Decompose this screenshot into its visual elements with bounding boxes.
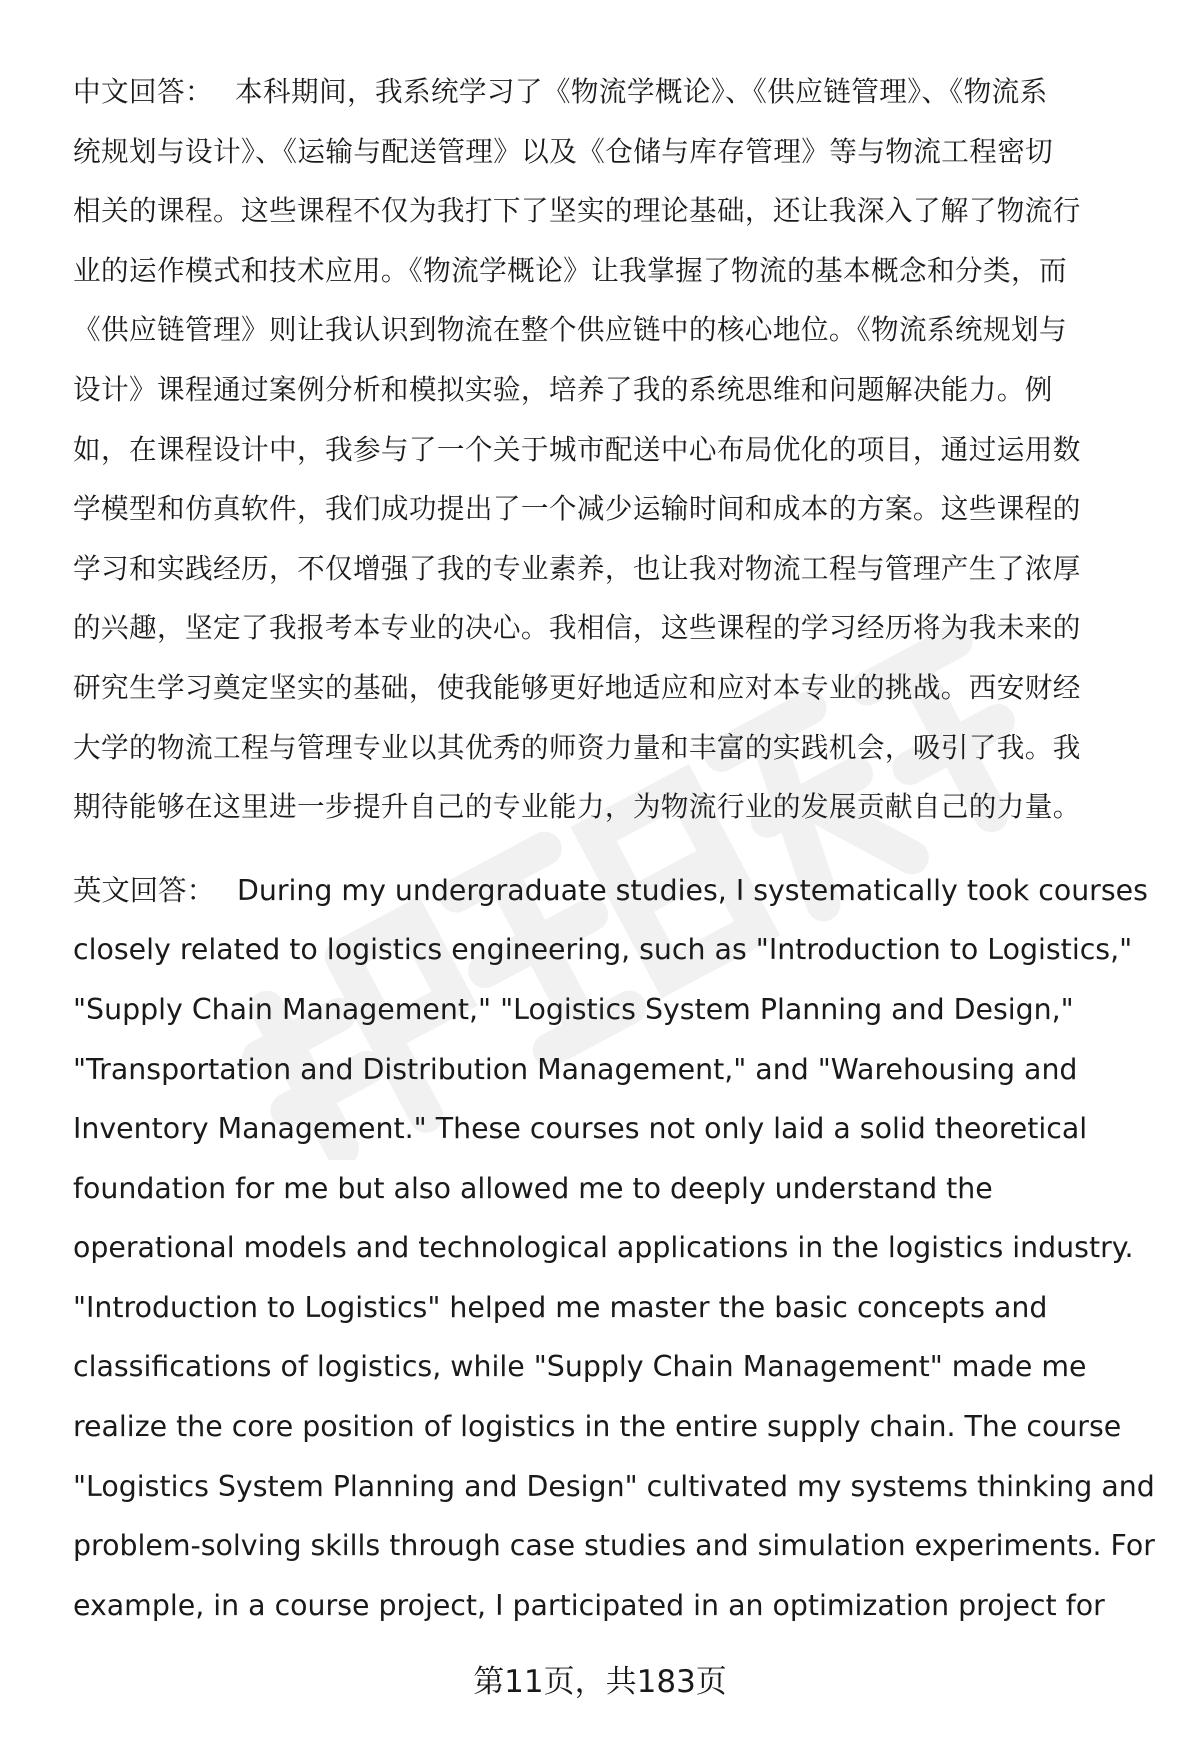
chinese-answer-paragraph <box>73 62 1155 837</box>
english-answer-text: During my undergraduate studies, I systematically took courses closely related to logistics engineering, such as "Introduction to Logistics," "Supply Chain Management," "Logistics System Planning and Design," "Transportation and Distribution Management," and "Warehousing and Inventory Management." These courses not only laid a solid theoretical foundation for me but also allowed me to deeply understand the operational models and technological applications in the logistics industry. "Introduction to Logistics" helped me master the basic concepts and classifications of logistics, while "Supply Chain Management" made me realize the core position of logistics in the entire supply chain. The course "Logistics System Planning and Design" cultivated my systems thinking and problem-solving skills through case studies and simulation experiments. For example, in a course project, I participated in an optimization project for <box>73 873 1155 1622</box>
chinese-answer-text: 本科期间，我系统学习了《物流学概论》、《供应链管理》、《物流系 统规划与设计》、《运输与配送管理》以及《仓储与库存管理》等与物流工程密切 相关的课程。这些课程不仅为我打下了坚实的理论基础，还让我深入了解了物流行 业的运作模式和技术应用。《物流学概论》让我掌握了物流的基本概念和分类，而 《供应链管理》则让我认识到物流在整个供应链中的核心地位。《物流系统规划与 设计》课程通过案例分析和模拟实验，培养了我的系统思维和问题解决能力。例 如，在课程设计中，我参与了一个关于城市配送中心布局优化的项目，通过运用数 学模型和仿真软件，我们成功提出了一个减少运输时间和成本的方案。这些课程的 学习和实践经历，不仅增强了我的专业素养，也让我对物流工程与管理产生了浓厚 的兴趣，坚定了我报考本专业的决心。我相信，这些课程的学习经历将为我未来的 研究生学习奠定坚实的基础，使我能够更好地适应和应对本专业的挑战。西安财经 大学的物流工程与管理专业以其优秀的师资力量和丰富的实践机会，吸引了我。我 期待能够在这里进一步提升自己的专业能力，为物流行业的发展贡献自己的力量。 <box>73 75 1081 824</box>
english-answer-label: 英文回答： <box>73 873 215 907</box>
page-number-footer: 第11页，共183页 <box>473 1664 727 1700</box>
chinese-answer-label: 中文回答： <box>73 75 213 108</box>
english-answer-paragraph <box>73 861 1155 1636</box>
document-body <box>73 62 1155 1635</box>
